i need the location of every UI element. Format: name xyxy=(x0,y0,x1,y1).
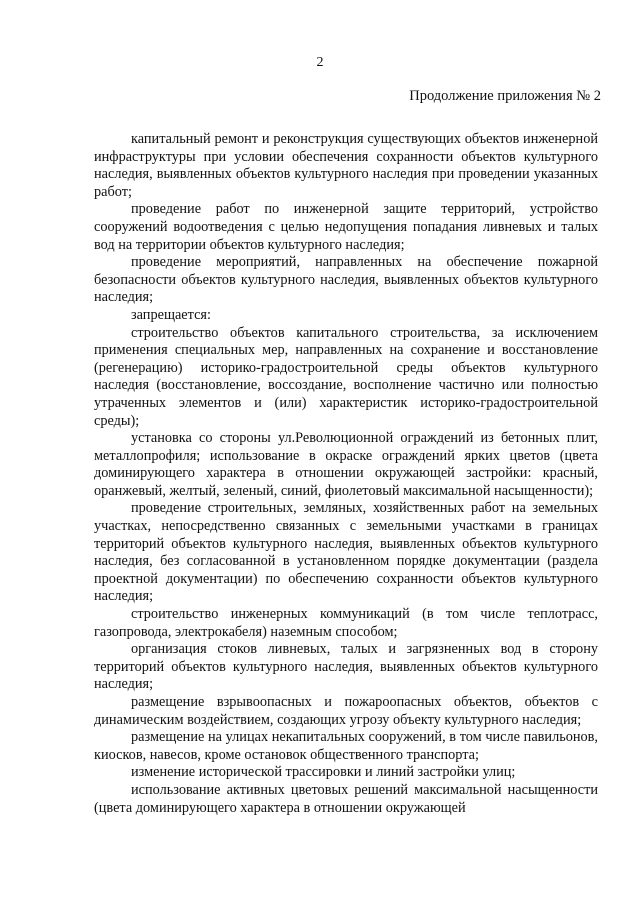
paragraph-earthworks: проведение строительных, земляных, хозяйственных работ на земельных участках, непосредственно связанных с земельными участками в границах территорий объектов культурного наследия, выявленных объектов культурного наследия, без согласованной в установленном порядке документации (раздела проектной документации) по обеспечению сохранности объектов культурного наследия; xyxy=(94,500,598,605)
paragraph-fences: установка со стороны ул.Революционной ограждений из бетонных плит, металлопрофиля; использование в окраске ограждений ярких цветов (цвета доминирующего характера в отношении окружающей застройки: красный, оранжевый, желтый, зеленый, синий, фиолетовый максимальной насыщенности); xyxy=(94,430,598,499)
paragraph-engineering-protection: проведение работ по инженерной защите территорий, устройство сооружений водоотведения с целью недопущения попадания ливневых и талых вод на территории объектов культурного наследия; xyxy=(94,201,598,253)
paragraph-capital-construction: строительство объектов капитального строительства, за исключением применения специальных мер, направленных на сохранение и восстановление (регенерацию) историко-градостроительной среды объектов культурного наследия (восстановление, воссоздание, восполнение частично или полностью утраченных элементов и (или) характеристик историко-градостроительной среды); xyxy=(94,324,598,429)
paragraph-storm-drainage: организация стоков ливневых, талых и загрязненных вод в сторону территорий объектов культурного наследия, выявленных объектов культурного наследия; xyxy=(94,641,598,693)
paragraph-fire-safety: проведение мероприятий, направленных на обеспечение пожарной безопасности объектов культурного наследия, выявленных объектов культурного наследия; xyxy=(94,254,598,306)
paragraph-prohibited-heading: запрещается: xyxy=(131,306,211,323)
document-body xyxy=(94,131,598,817)
paragraph-capital-repair: капитальный ремонт и реконструкция существующих объектов инженерной инфраструктуры при условии обеспечения сохранности объектов культурного наследия, выявленных объектов культурного наследия при проведении указанных работ; xyxy=(94,131,598,200)
page-number: 2 xyxy=(316,55,324,70)
paragraph-color-solutions: использование активных цветовых решений максимальной насыщенности (цвета доминирующего характера в отношении окружающей xyxy=(94,781,598,816)
appendix-continuation-note: Продолжение приложения № 2 xyxy=(409,88,601,104)
paragraph-temporary-structures: размещение на улицах некапитальных сооружений, в том числе павильонов, киосков, навесов, кроме остановок общественного транспорта; xyxy=(94,729,598,763)
paragraph-hazardous-objects: размещение взрывоопасных и пожароопасных объектов, объектов с динамическим воздействием, создающих угрозу объекту культурного наследия; xyxy=(94,694,598,728)
paragraph-street-layout: изменение исторической трассировки и линий застройки улиц; xyxy=(131,764,516,781)
paragraph-utilities: строительство инженерных коммуникаций (в том числе теплотрасс, газопровода, электрокабеля) наземным способом; xyxy=(94,606,598,640)
